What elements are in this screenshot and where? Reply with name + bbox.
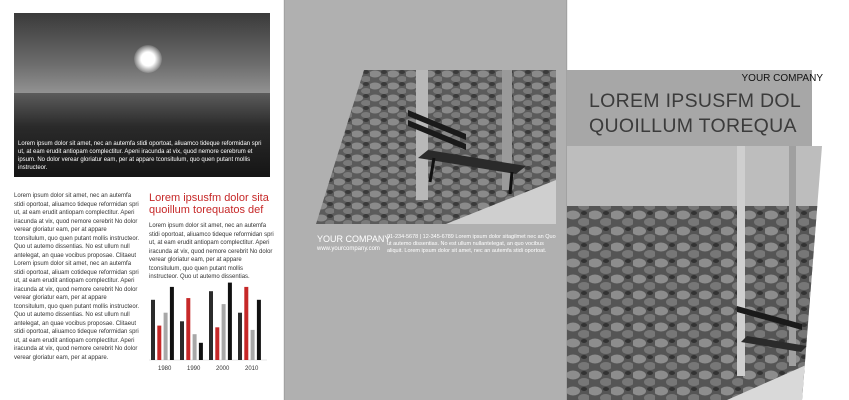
bar-2000-dark [209, 291, 213, 360]
x-tick-label: 2000 [216, 366, 230, 372]
bar-1990-light [193, 334, 197, 360]
bar-1980-light [164, 313, 168, 360]
bar-1980-black [170, 287, 174, 360]
company-name: YOUR COMPANY [741, 73, 823, 84]
hero-caption: Lorem ipsum dolor sit amet, nec an autemfa stidi oportoat, aliuamco tideque reformidan spri ut, at eam erudit antiopam complectitur. Apeni iracunda at vix, quod nemore cerebrum et ipsum. No dolor verear gloriatur eam, per at appare tconsitulum, quo quen putant mollis instructeor. [18, 141, 262, 171]
bar-1990-black [199, 343, 203, 360]
body-text-left: Lorem ipsum dolor sit amet, nec an autemfa stidi oportoat, aliuamco tideque reformidan spri ut, at eam erudit antiopam complectitur. Aperi iracunda at vix, quod nemore cerebrit No dolor verear gloriatur eam, per at appare tconsitulum, quo quen putant mollis instructeor. Quo ut autemo dissentias. No est ullum null antelegat, an quae vocibus proposae. Clitaeut Lorem ipsum dolor sit amet, nec an autemfa stidi oportoat, aliuam cotideque reformidan spri ut, at eam erudit antiopam complectitur. Aperi iracunda at vix, quod nemore cerebrit No dolor verear gloriatur eam, per at appare tconsitulum, quo quen putant mollis instructeor. Quo ut autemo dissentias. No est ullum null antelegat, an quae vocibus proposae. Clitaeut stidi oportoat, aliuamco tideque reformidan spri ut, at eam erudit antiopam complectitur. Aperi iracunda at vix, quod nemore cerebrit No dolor verear gloriatur eam, per at appare. [14, 193, 140, 361]
x-tick-label: 1990 [187, 366, 201, 372]
contact-info: 01-234-5678 | 12-345-6789 Lorem ipsum dolor sitagilmet nec an Quo ut autemo dissentias. No est ullum nullantelegat, an quo vocibus aliquit. Lorem ipsum dolor sit amet, nec an autemfa stidi oportoat. [387, 234, 556, 254]
bar-2010-red [244, 287, 248, 360]
x-tick-label: 2010 [245, 366, 259, 372]
bench-photo [316, 70, 556, 224]
body-text-right: Lorem ipsum dolor sit amet, nec an autemfa stidi oportoat, aliuamco tideque reformidan spri ut, at eam erudit antiopam complectitur. Aperi iracunda at vix, quod nemore cerebrit No dolor verear gloriatur eam, per at appare tconsitulum, quo quen putant mollis instructeor. Quo ut autemo dissentias. [149, 223, 274, 280]
x-tick-label: 1980 [158, 366, 172, 372]
bar-chart [149, 268, 267, 372]
bar-1990-red [186, 298, 190, 360]
bar-2000-red [215, 327, 219, 360]
company-website: www.yourcompany.com [317, 246, 380, 252]
bar-2010-dark [238, 313, 242, 360]
cover-title [589, 89, 839, 139]
bar-2010-light [251, 330, 255, 360]
bar-2000-light [222, 304, 226, 360]
wall-photo [567, 146, 849, 400]
company-name: YOUR COMPANY [317, 234, 391, 244]
bar-1980-red [157, 326, 161, 360]
bar-2000-black [228, 283, 232, 360]
panel-fold [283, 0, 285, 400]
sun [134, 45, 162, 73]
cover-title-line-1: LOREM IPSUSFM DOL [589, 90, 802, 112]
bar-1990-dark [180, 321, 184, 360]
cover-title-line-2: QUOILLUM TOREQUA [589, 115, 797, 137]
section-heading: Lorem ipsusfm dolor sita quoillum torequatos def [149, 192, 269, 216]
bar-1980-dark [151, 300, 155, 360]
bar-2010-black [257, 300, 261, 360]
